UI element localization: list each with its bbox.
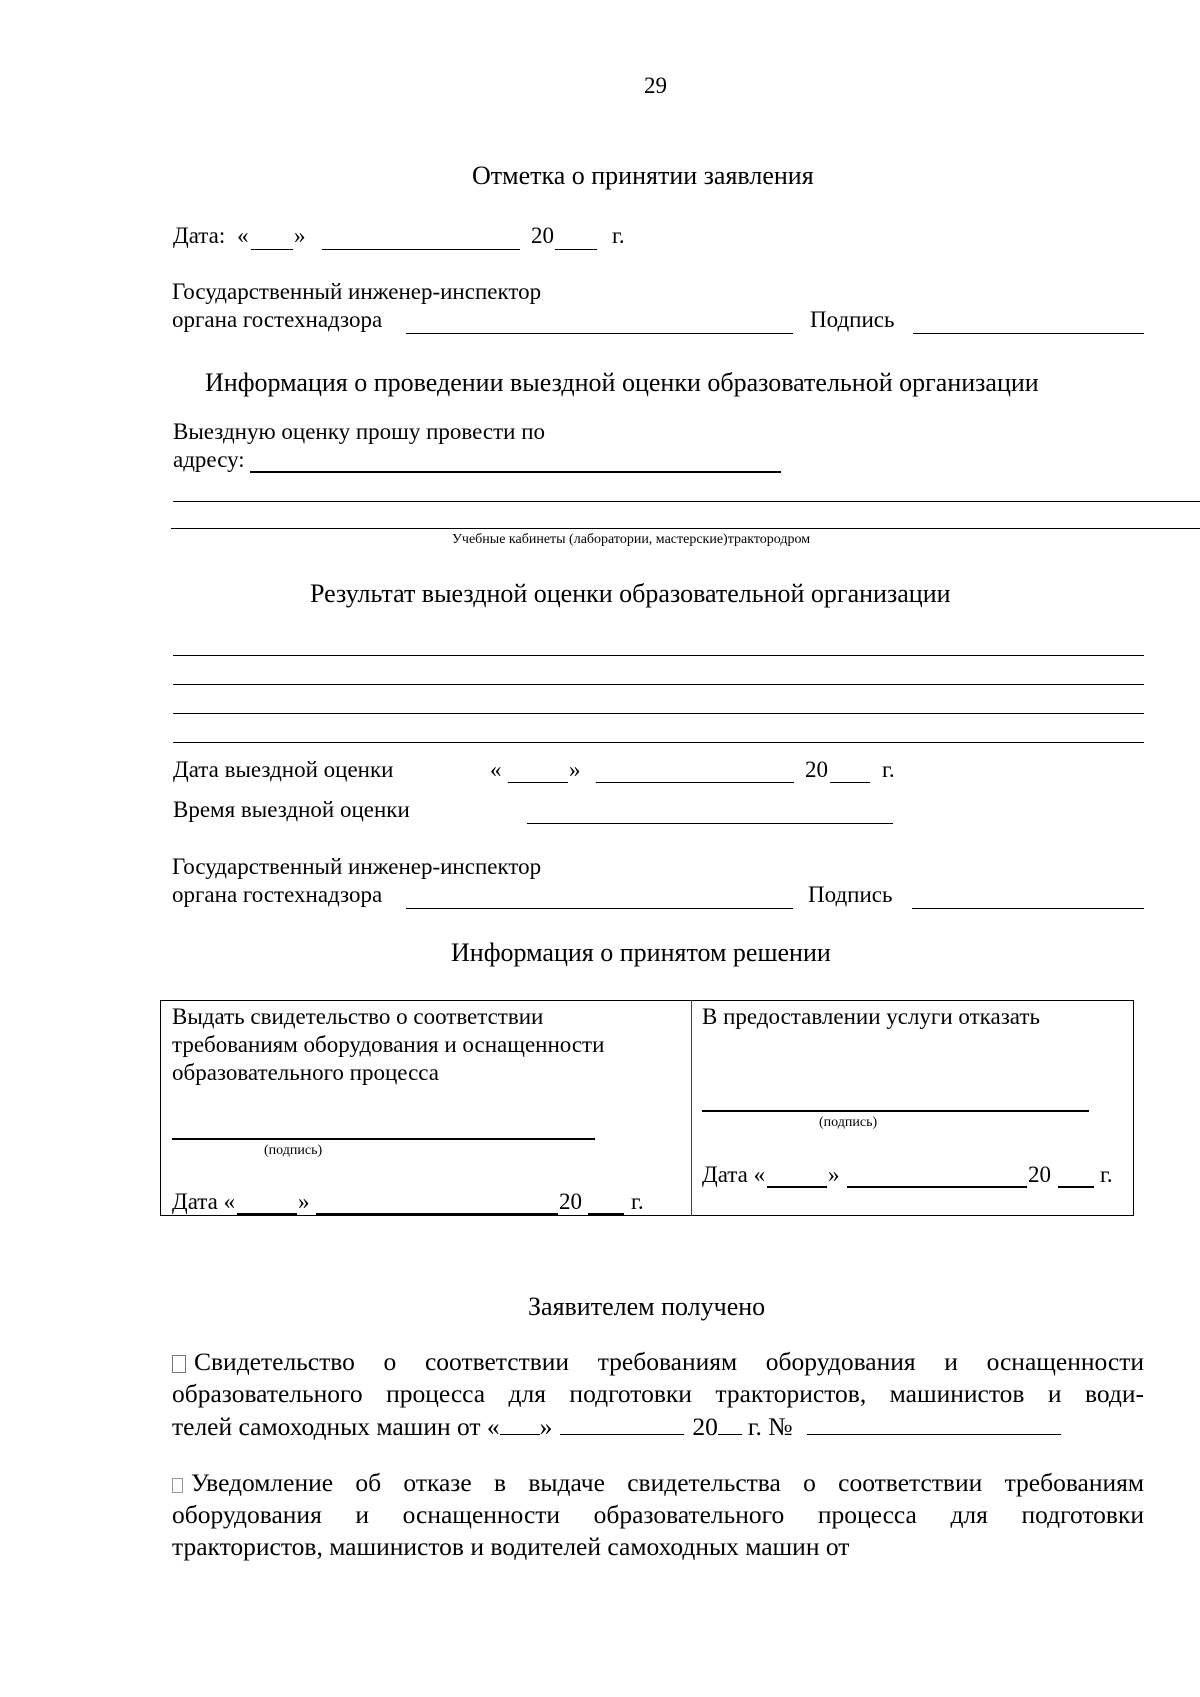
decision-refuse-text: В предоставлении услуги отказать [702, 1004, 1040, 1029]
site-visit-rule [171, 528, 1200, 529]
decision-refuse-year-suffix: г. [1100, 1162, 1113, 1187]
decision-refuse-date-label: Дата « [702, 1162, 766, 1187]
visit-date-year-field[interactable] [830, 782, 870, 783]
acceptance-quote-open: « [237, 223, 249, 248]
visit-signature-label: Подпись [808, 882, 893, 907]
received-item1-line3: телей самоходных машин от « » 20 г. № [172, 1410, 1061, 1443]
site-visit-address-line2[interactable] [173, 501, 1200, 502]
decision-issue-signature-caption: (подпись) [264, 1143, 323, 1158]
acceptance-year-prefix: 20 [531, 223, 554, 248]
acceptance-year-field[interactable] [555, 249, 597, 250]
acceptance-inspector-field[interactable] [406, 333, 793, 334]
visit-date-label: Дата выездной оценки [173, 757, 394, 782]
visit-result-line-2[interactable] [173, 684, 1144, 685]
visit-time-label: Время выездной оценки [173, 797, 410, 822]
acceptance-month-field[interactable] [322, 249, 520, 250]
site-visit-heading: Информация о проведении выездной оценки образовательной организации [205, 368, 1039, 397]
visit-result-line-1[interactable] [173, 655, 1144, 656]
visit-result-line-3[interactable] [173, 713, 1144, 714]
visit-date-quote-open: « [490, 757, 502, 782]
acceptance-quote-close: » [294, 223, 306, 248]
decision-issue-signature-field[interactable] [172, 1138, 595, 1140]
certificate-checkbox[interactable] [172, 1355, 186, 1373]
visit-inspector-line2: органа гостехнадзора [172, 882, 383, 907]
decision-issue-line1: Выдать свидетельство о соответствии [172, 1004, 544, 1029]
certificate-number-field[interactable] [807, 1410, 1061, 1435]
acceptance-inspector-line2: органа гостехнадзора [172, 307, 383, 332]
certificate-month-field[interactable] [560, 1410, 684, 1435]
decision-refuse-month-field[interactable] [847, 1186, 1027, 1188]
visit-date-year-prefix: 20 [805, 757, 828, 782]
decision-refuse-signature-caption: (подпись) [819, 1115, 878, 1130]
decision-issue-year-prefix: 20 [559, 1189, 582, 1214]
acceptance-year-suffix: г. [612, 223, 625, 248]
decision-refuse-signature-field[interactable] [702, 1110, 1089, 1112]
decision-refuse-year-field[interactable] [1058, 1186, 1094, 1188]
acceptance-date-label: Дата: [173, 223, 226, 248]
decision-refuse-day-field[interactable] [767, 1186, 827, 1188]
site-visit-request-line1: Выездную оценку прошу провести по [173, 419, 546, 444]
visit-date-quote-close: » [569, 757, 581, 782]
acceptance-signature-field[interactable] [913, 333, 1144, 334]
received-heading: Заявителем получено [528, 1292, 766, 1321]
received-item2-line1: Уведомление об отказе в выдаче свидетельства о соответствии требованиям [172, 1467, 1144, 1499]
decision-issue-line3: образовательного процесса [172, 1060, 439, 1085]
site-visit-request-line2: адресу: [173, 447, 245, 472]
decision-issue-year-field[interactable] [588, 1213, 624, 1215]
page-number: 29 [644, 73, 667, 98]
visit-result-heading: Результат выездной оценки образовательной организации [310, 579, 951, 608]
visit-time-field[interactable] [527, 823, 893, 824]
decision-issue-month-field[interactable] [316, 1213, 558, 1215]
visit-result-line-4[interactable] [173, 742, 1144, 743]
certificate-day-field[interactable] [500, 1410, 540, 1435]
visit-date-year-suffix: г. [882, 757, 895, 782]
decision-issue-line2: требованиям оборудования и оснащенности [172, 1032, 605, 1057]
visit-signature-field[interactable] [912, 908, 1144, 909]
received-item1-line1: Свидетельство о соответствии требованиям оборудования и оснащенности [172, 1346, 1144, 1378]
acceptance-day-field[interactable] [251, 249, 293, 250]
received-item1-line2: образовательного процесса для подготовки трактористов, машинистов и води- [172, 1379, 1144, 1408]
decision-issue-year-suffix: г. [631, 1189, 644, 1214]
decision-refuse-year-prefix: 20 [1028, 1162, 1051, 1187]
visit-date-day-field[interactable] [508, 782, 568, 783]
site-visit-caption: Учебные кабинеты (лаборатории, мастерские)трактородром [452, 532, 811, 547]
decision-issue-date-label: Дата « [172, 1189, 236, 1214]
received-item2-line2: оборудования и оснащенности образовательного процесса для подготовки [172, 1500, 1144, 1529]
received-item-certificate [172, 1346, 1144, 1410]
decision-issue-day-field[interactable] [237, 1213, 297, 1215]
site-visit-address-field[interactable] [250, 471, 781, 473]
received-item2-line3: трактористов, машинистов и водителей самоходных машин от [172, 1532, 850, 1561]
decision-table-divider [691, 1000, 692, 1216]
decision-heading: Информация о принятом решении [451, 938, 831, 967]
refusal-checkbox[interactable] [172, 1478, 183, 1493]
visit-inspector-field[interactable] [406, 908, 793, 909]
certificate-year-field[interactable] [718, 1410, 742, 1435]
visit-inspector-line1: Государственный инженер-инспектор [172, 854, 542, 879]
received-item-refusal [172, 1467, 1144, 1531]
acceptance-signature-label: Подпись [810, 307, 895, 332]
decision-issue-quote-close: » [298, 1189, 310, 1214]
decision-refuse-quote-close: » [828, 1162, 840, 1187]
acceptance-heading: Отметка о принятии заявления [472, 161, 814, 190]
acceptance-inspector-line1: Государственный инженер-инспектор [172, 279, 542, 304]
visit-date-month-field[interactable] [596, 782, 794, 783]
